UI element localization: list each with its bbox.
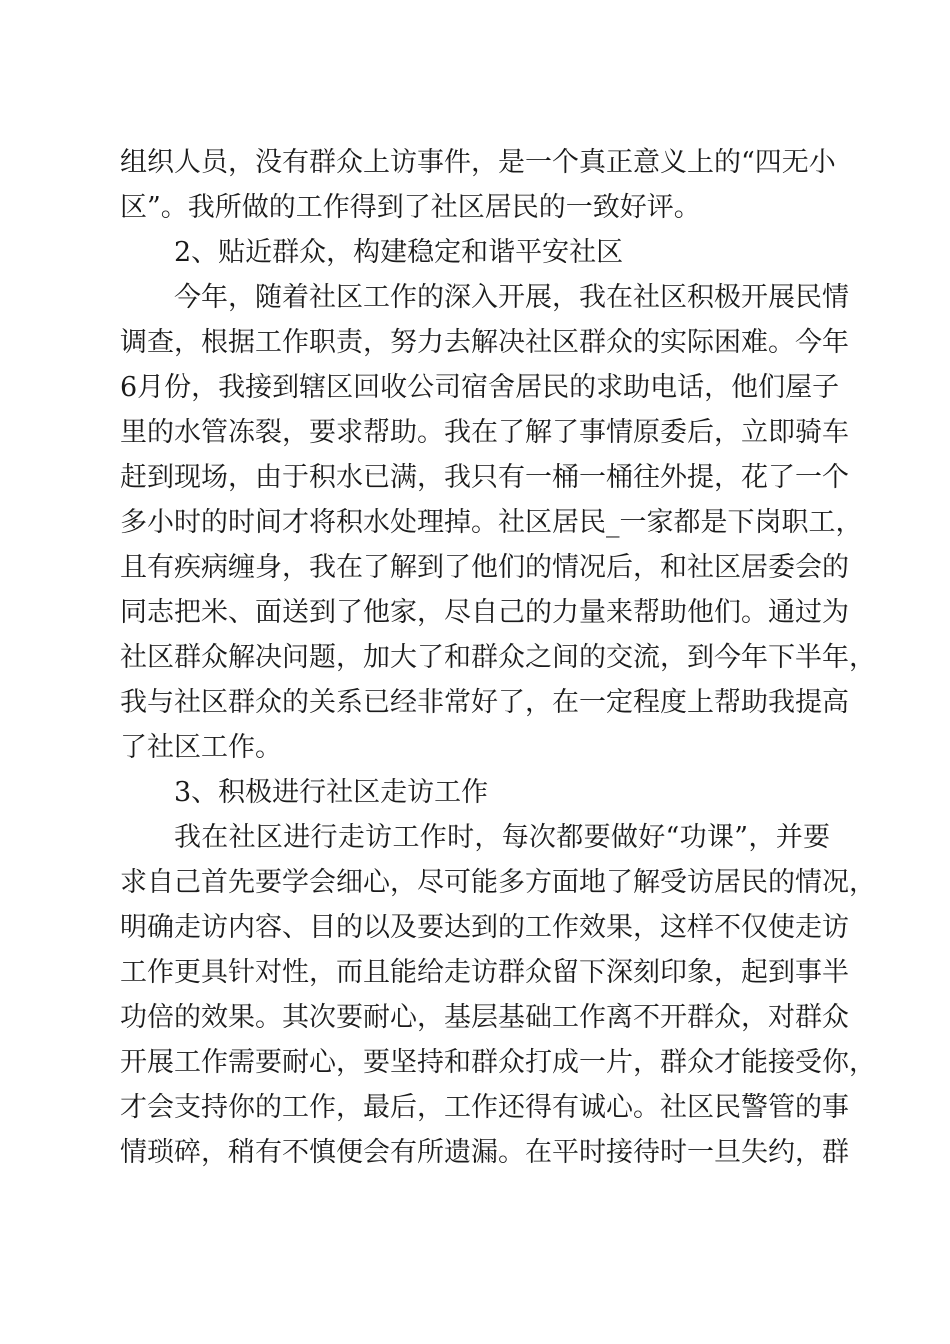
- paragraph-line: 我与社区群众的关系已经非常好了，在一定程度上帮助我提高: [120, 687, 849, 718]
- paragraph-line: 同志把米、面送到了他家，尽自己的力量来帮助他们。通过为: [120, 597, 849, 628]
- paragraph-line: 了社区工作。: [120, 732, 282, 763]
- paragraph-line: 今年，随着社区工作的深入开展，我在社区积极开展民情: [174, 282, 849, 313]
- paragraph-line: 功倍的效果。其次要耐心，基层基础工作离不开群众，对群众: [120, 1002, 849, 1033]
- paragraph-line: 开展工作需要耐心，要坚持和群众打成一片，群众才能接受你，: [120, 1047, 876, 1078]
- paragraph-line: 求自己首先要学会细心，尽可能多方面地了解受访居民的情况，: [120, 867, 876, 898]
- section-heading: 2、贴近群众，构建稳定和谐平安社区: [174, 237, 624, 268]
- paragraph-line: 情琐碎，稍有不慎便会有所遗漏。在平时接待时一旦失约，群: [120, 1137, 849, 1168]
- paragraph-line: 多小时的时间才将积水处理掉。社区居民_一家都是下岗职工，: [120, 507, 863, 538]
- paragraph-line: 才会支持你的工作，最后，工作还得有诚心。社区民警管的事: [120, 1092, 849, 1123]
- paragraph-line: 6月份，我接到辖区回收公司宿舍居民的求助电话，他们屋子: [120, 372, 840, 403]
- paragraph-line: 我在社区进行走访工作时，每次都要做好“功课”，并要: [174, 822, 830, 853]
- paragraph-line: 明确走访内容、目的以及要达到的工作效果，这样不仅使走访: [120, 912, 849, 943]
- paragraph-line: 赶到现场，由于积水已满，我只有一桶一桶往外提，花了一个: [120, 462, 849, 493]
- paragraph-line: 组织人员，没有群众上访事件，是一个真正意义上的“四无小: [120, 147, 836, 178]
- paragraph-line: 里的水管冻裂，要求帮助。我在了解了事情原委后，立即骑车: [120, 417, 849, 448]
- paragraph-line: 调查，根据工作职责，努力去解决社区群众的实际困难。今年: [120, 327, 849, 358]
- paragraph-line: 区”。我所做的工作得到了社区居民的一致好评。: [120, 192, 701, 223]
- section-heading: 3、积极进行社区走访工作: [174, 777, 489, 808]
- document-body: [120, 140, 876, 1175]
- paragraph-line: 且有疾病缠身，我在了解到了他们的情况后，和社区居委会的: [120, 552, 849, 583]
- paragraph-line: 工作更具针对性，而且能给走访群众留下深刻印象，起到事半: [120, 957, 849, 988]
- paragraph-line: 社区群众解决问题，加大了和群众之间的交流，到今年下半年，: [120, 642, 876, 673]
